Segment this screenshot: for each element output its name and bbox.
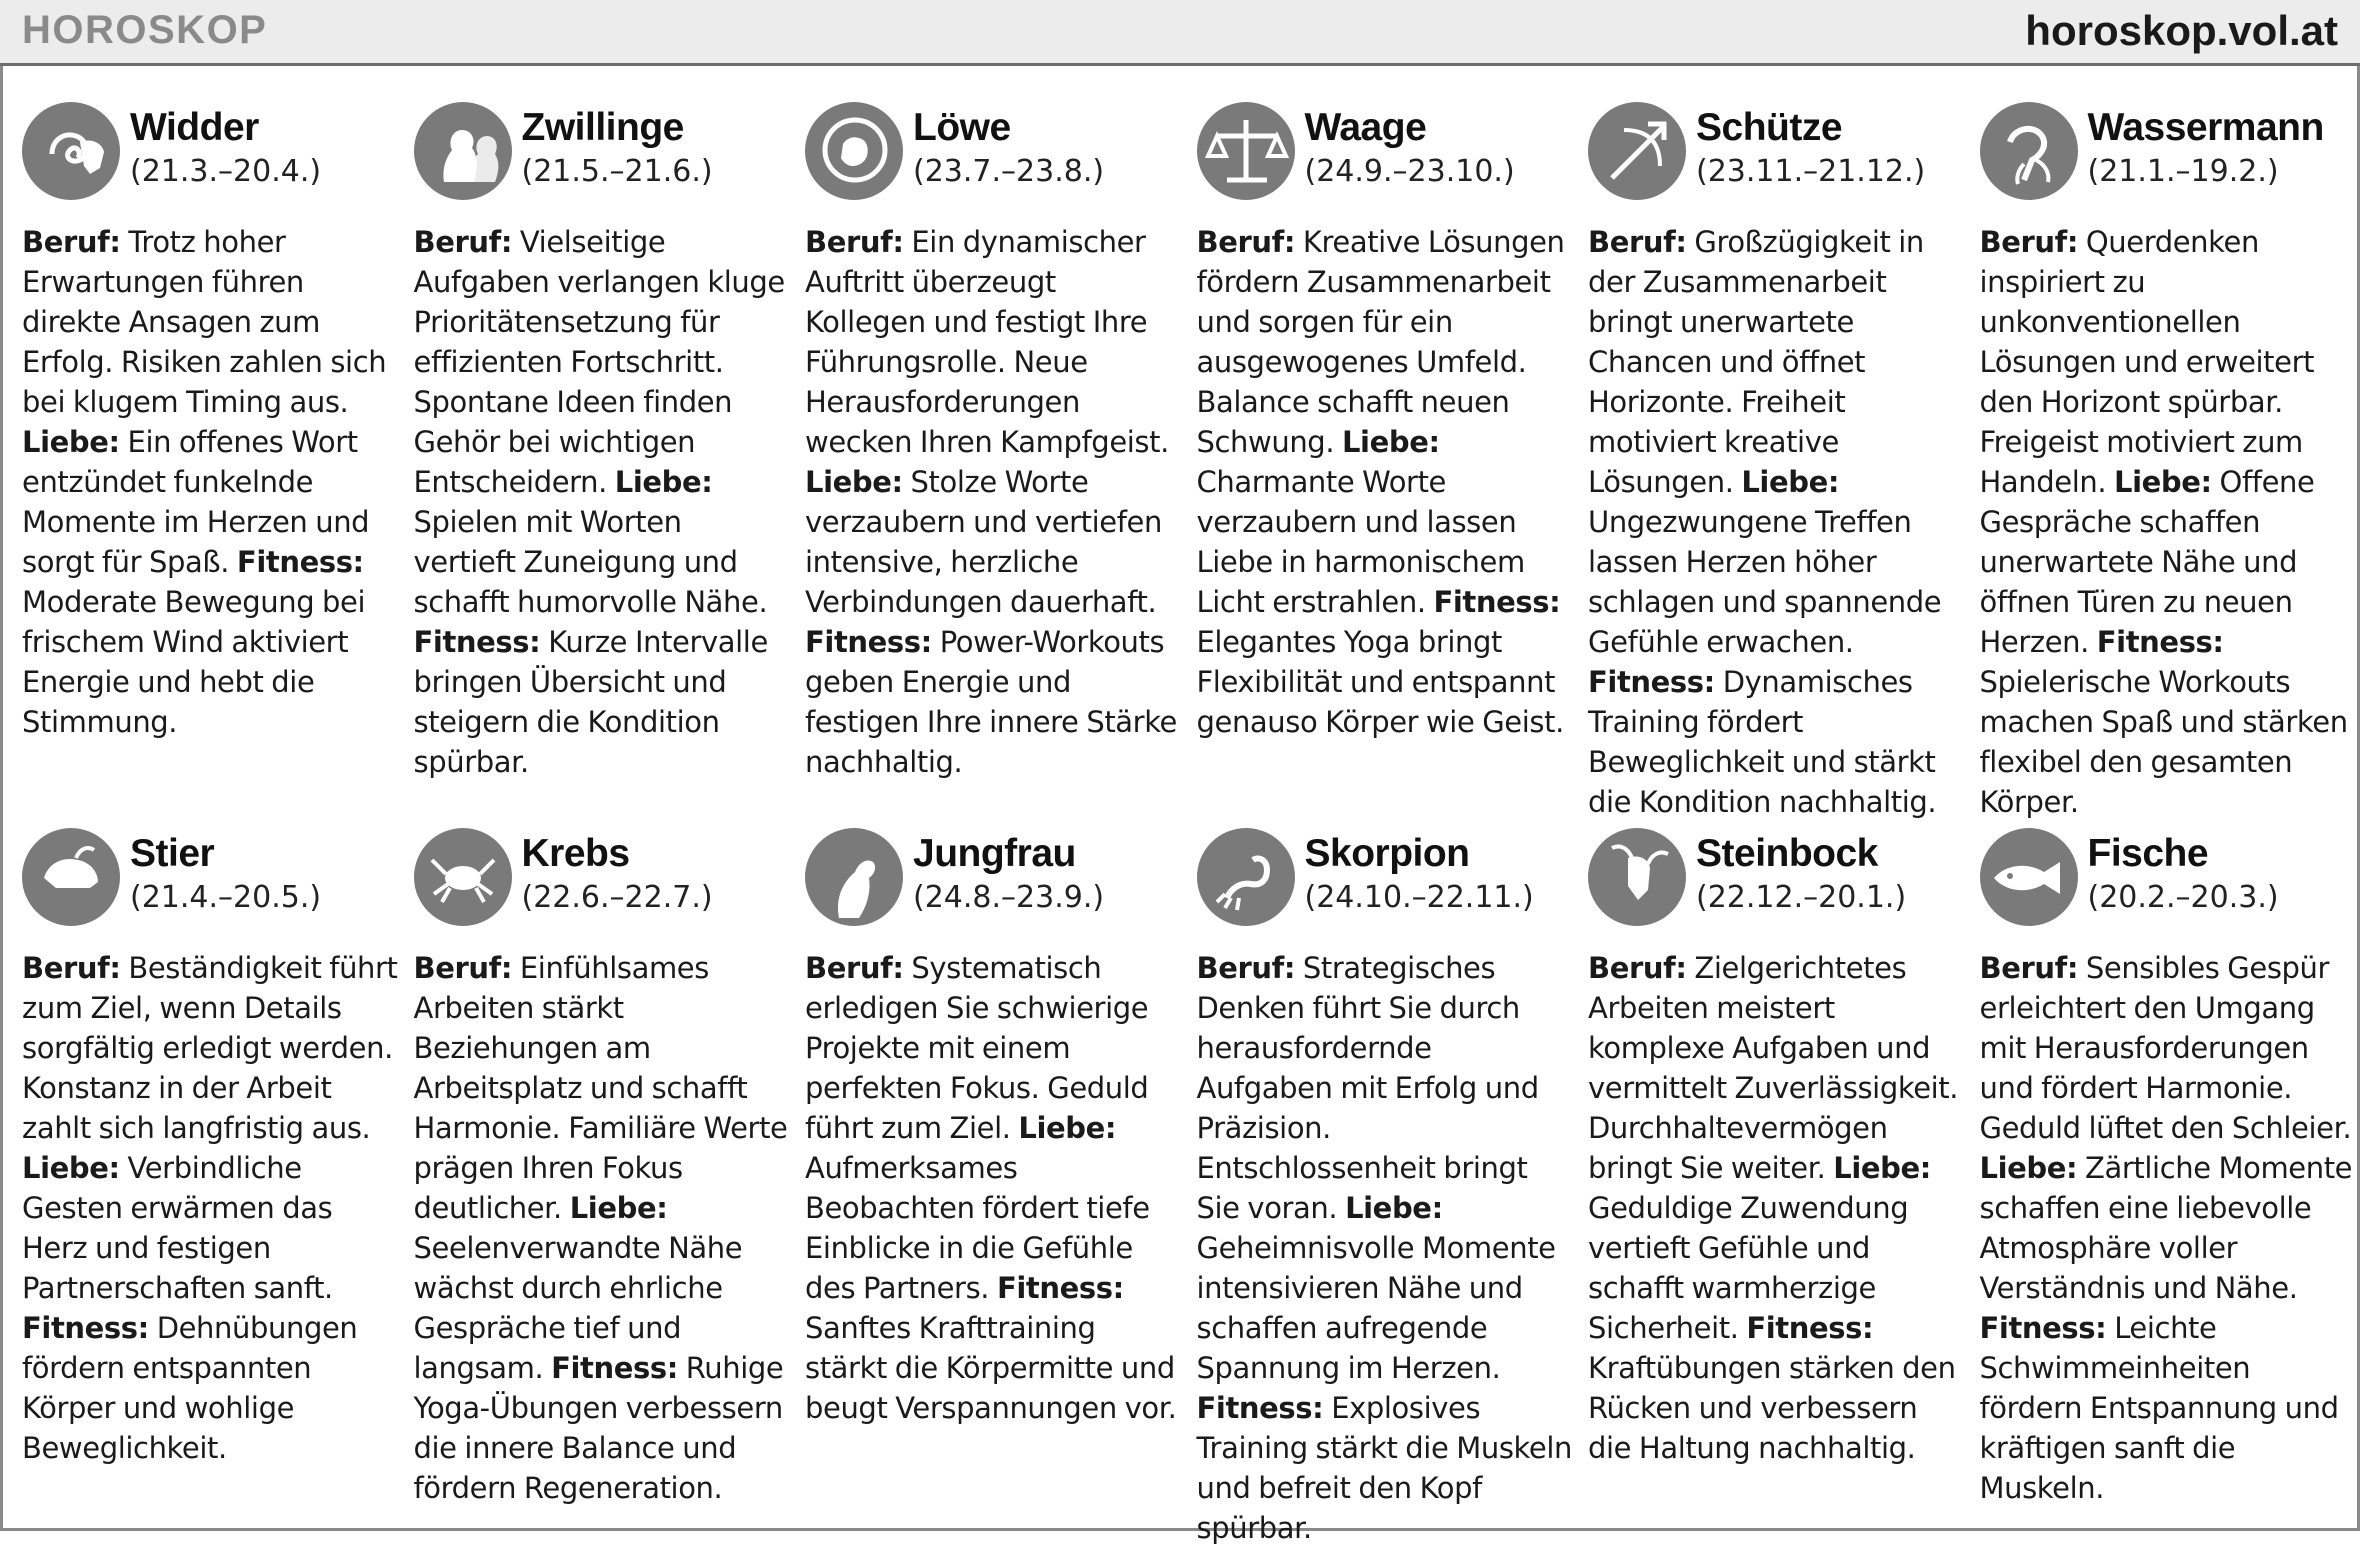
sign-name: Fische bbox=[2088, 832, 2209, 876]
sign-forecast bbox=[414, 948, 792, 1508]
label-liebe: Liebe: bbox=[615, 465, 713, 499]
sign-krebs bbox=[414, 828, 806, 1528]
liebe-text: Spielen mit Worten vertieft Zuneigung und schafft humorvolle Nähe. bbox=[414, 505, 768, 619]
liebe-text: Ungezwungene Treffen lassen Herzen höher schlagen und spannende Gefühle erwachen. bbox=[1588, 505, 1941, 659]
sign-skorpion bbox=[1197, 828, 1589, 1528]
sign-header bbox=[1197, 828, 1589, 940]
sign-name: Jungfrau bbox=[913, 832, 1076, 876]
sign-dates: (21.1.–19.2.) bbox=[2088, 154, 2279, 190]
liebe-text: Offene Gespräche schaffen unerwartete Nähe und öffnen Türen zu neuen Herzen. bbox=[1980, 465, 2315, 659]
sign-zwillinge bbox=[414, 102, 806, 828]
fitness-text: Elegantes Yoga bringt Flexibilität und entspannt genauso Körper wie Geist. bbox=[1197, 625, 1564, 739]
fitness-text: Moderate Bewegung bei frischem Wind aktiviert Energie und hebt die Stimmung. bbox=[22, 585, 365, 739]
label-fitness: Fitness: bbox=[1980, 1311, 2107, 1345]
label-beruf: Beruf: bbox=[414, 951, 513, 985]
sign-header bbox=[805, 102, 1197, 214]
sign-header bbox=[1980, 828, 2360, 940]
sign-forecast bbox=[805, 948, 1183, 1428]
sign-header bbox=[1197, 102, 1589, 214]
liebe-text: Stolze Worte verzaubern und vertiefen intensive, herzliche Verbindungen dauerhaft. bbox=[805, 465, 1162, 619]
label-fitness: Fitness: bbox=[22, 1311, 149, 1345]
label-beruf: Beruf: bbox=[1588, 225, 1687, 259]
fitness-text: Dehnübungen fördern entspannten Körper und wohlige Beweglichkeit. bbox=[22, 1311, 357, 1465]
beruf-text: Querdenken inspiriert zu unkonventionellen Lösungen und erweitert den Horizont spürbar. Freigeist motiviert zum Handeln. bbox=[1980, 225, 2315, 499]
liebe-text: Aufmerksames Beobachten fördert tiefe Einblicke in die Gefühle des Partners. bbox=[805, 1151, 1150, 1305]
page-header bbox=[0, 0, 2360, 66]
label-fitness: Fitness: bbox=[1746, 1311, 1873, 1345]
label-liebe: Liebe: bbox=[1833, 1151, 1931, 1185]
horoscope-grid bbox=[22, 102, 2360, 1528]
label-fitness: Fitness: bbox=[997, 1271, 1124, 1305]
sign-dates: (24.8.–23.9.) bbox=[913, 880, 1104, 916]
beruf-text: Strategisches Denken führt Sie durch herausfordernde Aufgaben mit Erfolg und Präzision. Entschlossenheit bringt Sie voran. bbox=[1197, 951, 1539, 1225]
fitness-text: Leichte Schwimmeinheiten fördern Entspannung und kräftigen sanft die Muskeln. bbox=[1980, 1311, 2339, 1505]
label-beruf: Beruf: bbox=[1588, 951, 1687, 985]
fitness-text: Explosives Training stärkt die Muskeln und befreit den Kopf spürbar. bbox=[1197, 1391, 1572, 1545]
label-liebe: Liebe: bbox=[2114, 465, 2212, 499]
sign-schuetze bbox=[1588, 102, 1980, 828]
sign-name: Skorpion bbox=[1305, 832, 1470, 876]
sign-wassermann bbox=[1980, 102, 2360, 828]
label-beruf: Beruf: bbox=[414, 225, 513, 259]
beruf-text: Einfühlsames Arbeiten stärkt Beziehungen am Arbeitsplatz und schafft Harmonie. Familiäre Werte prägen Ihren Fokus deutlicher. bbox=[414, 951, 788, 1225]
fish-icon bbox=[1980, 828, 2078, 926]
sign-dates: (23.11.–21.12.) bbox=[1696, 154, 1925, 190]
liebe-text: Ein offenes Wort entzündet funkelnde Momente im Herzen und sorgt für Spaß. bbox=[22, 425, 369, 579]
sign-header bbox=[1588, 828, 1980, 940]
fitness-text: Kurze Intervalle bringen Übersicht und steigern die Kondition spürbar. bbox=[414, 625, 768, 779]
label-fitness: Fitness: bbox=[1588, 665, 1715, 699]
sign-name: Wassermann bbox=[2088, 106, 2324, 150]
sign-forecast bbox=[1980, 948, 2358, 1508]
liebe-text: Geheimnisvolle Momente intensivieren Nähe und schaffen aufregende Spannung im Herzen. bbox=[1197, 1231, 1556, 1385]
sign-header bbox=[1588, 102, 1980, 214]
fitness-text: Power-Workouts geben Energie und festigen Ihre innere Stärke nachhaltig. bbox=[805, 625, 1177, 779]
sign-forecast bbox=[1980, 222, 2358, 822]
label-beruf: Beruf: bbox=[1980, 225, 2079, 259]
beruf-text: Vielseitige Aufgaben verlangen kluge Prioritätensetzung für effizienten Fortschritt. Spontane Ideen finden Gehör bei wichtigen Entscheidern. bbox=[414, 225, 785, 499]
beruf-text: Ein dynamischer Auftritt überzeugt Kollegen und festigt Ihre Führungsrolle. Neue Herausforderungen wecken Ihren Kampfgeist. bbox=[805, 225, 1169, 459]
label-liebe: Liebe: bbox=[1345, 1191, 1443, 1225]
sign-header bbox=[414, 102, 806, 214]
virgin-icon bbox=[805, 828, 903, 926]
beruf-text: Großzügigkeit in der Zusammenarbeit bringt unerwartete Chancen und öffnet Horizonte. Freiheit motiviert kreative Lösungen. bbox=[1588, 225, 1924, 499]
sign-dates: (24.9.–23.10.) bbox=[1305, 154, 1515, 190]
sign-forecast bbox=[1197, 948, 1575, 1548]
sign-dates: (21.3.–20.4.) bbox=[130, 154, 321, 190]
sign-forecast bbox=[1588, 948, 1966, 1468]
sign-header bbox=[805, 828, 1197, 940]
label-liebe: Liebe: bbox=[1018, 1111, 1116, 1145]
label-beruf: Beruf: bbox=[1197, 225, 1296, 259]
sign-dates: (21.4.–20.5.) bbox=[130, 880, 321, 916]
sign-forecast bbox=[22, 948, 400, 1468]
label-liebe: Liebe: bbox=[1980, 1151, 2078, 1185]
sign-forecast bbox=[22, 222, 400, 742]
label-fitness: Fitness: bbox=[2097, 625, 2224, 659]
label-beruf: Beruf: bbox=[805, 225, 904, 259]
goat-icon bbox=[1588, 828, 1686, 926]
liebe-text: Verbindliche Gesten erwärmen das Herz und festigen Partnerschaften sanft. bbox=[22, 1151, 333, 1305]
label-fitness: Fitness: bbox=[237, 545, 364, 579]
twins-icon bbox=[414, 102, 512, 200]
fitness-text: Kraftübungen stärken den Rücken und verbessern die Haltung nachhaltig. bbox=[1588, 1351, 1956, 1465]
sign-name: Waage bbox=[1305, 106, 1427, 150]
sign-loewe bbox=[805, 102, 1197, 828]
sign-dates: (22.6.–22.7.) bbox=[522, 880, 713, 916]
liebe-text: Seelenverwandte Nähe wächst durch ehrliche Gespräche tief und langsam. bbox=[414, 1231, 743, 1385]
label-fitness: Fitness: bbox=[1433, 585, 1560, 619]
sign-dates: (20.2.–20.3.) bbox=[2088, 880, 2279, 916]
fitness-text: Ruhige Yoga-Übungen verbessern die innere Balance und fördern Regeneration. bbox=[414, 1351, 784, 1505]
sign-forecast bbox=[1197, 222, 1575, 742]
sign-widder bbox=[22, 102, 414, 828]
label-liebe: Liebe: bbox=[805, 465, 903, 499]
sign-jungfrau bbox=[805, 828, 1197, 1528]
label-beruf: Beruf: bbox=[1197, 951, 1296, 985]
sign-dates: (22.12.–20.1.) bbox=[1696, 880, 1906, 916]
sign-forecast bbox=[414, 222, 792, 782]
sign-name: Zwillinge bbox=[522, 106, 684, 150]
waterbearer-icon bbox=[1980, 102, 2078, 200]
beruf-text: Beständigkeit führt zum Ziel, wenn Details sorgfältig erledigt werden. Konstanz in der Arbeit zahlt sich langfristig aus. bbox=[22, 951, 398, 1145]
bull-icon bbox=[22, 828, 120, 926]
sign-name: Schütze bbox=[1696, 106, 1842, 150]
fitness-text: Sanftes Krafttraining stärkt die Körpermitte und beugt Verspannungen vor. bbox=[805, 1311, 1176, 1425]
beruf-text: Systematisch erledigen Sie schwierige Projekte mit einem perfekten Fokus. Geduld führt zum Ziel. bbox=[805, 951, 1148, 1145]
sign-stier bbox=[22, 828, 414, 1528]
sign-header bbox=[22, 102, 414, 214]
label-fitness: Fitness: bbox=[414, 625, 541, 659]
liebe-text: Charmante Worte verzaubern und lassen Liebe in harmonischem Licht erstrahlen. bbox=[1197, 465, 1525, 619]
ram-icon bbox=[22, 102, 120, 200]
sign-waage bbox=[1197, 102, 1589, 828]
archer-icon bbox=[1588, 102, 1686, 200]
beruf-text: Trotz hoher Erwartungen führen direkte Ansagen zum Erfolg. Risiken zahlen sich bei klugem Timing aus. bbox=[22, 225, 386, 419]
sign-header bbox=[1980, 102, 2360, 214]
fitness-text: Spielerische Workouts machen Spaß und stärken flexibel den gesamten Körper. bbox=[1980, 665, 2348, 819]
sign-forecast bbox=[805, 222, 1183, 782]
label-liebe: Liebe: bbox=[570, 1191, 668, 1225]
label-fitness: Fitness: bbox=[1197, 1391, 1324, 1425]
section-title: HOROSKOP bbox=[22, 8, 267, 53]
sign-header bbox=[414, 828, 806, 940]
label-liebe: Liebe: bbox=[22, 425, 120, 459]
source-url: horoskop.vol.at bbox=[2025, 7, 2338, 55]
beruf-text: Zielgerichtetes Arbeiten meistert komplexe Aufgaben und vermittelt Zuverlässigkeit. Durchhaltevermögen bringt Sie weiter. bbox=[1588, 951, 1958, 1185]
label-liebe: Liebe: bbox=[1741, 465, 1839, 499]
beruf-text: Sensibles Gespür erleichtert den Umgang mit Herausforderungen und fördert Harmonie. Geduld lüftet den Schleier. bbox=[1980, 951, 2352, 1145]
sign-name: Stier bbox=[130, 832, 214, 876]
label-beruf: Beruf: bbox=[1980, 951, 2079, 985]
label-beruf: Beruf: bbox=[22, 225, 121, 259]
sign-name: Löwe bbox=[913, 106, 1011, 150]
label-fitness: Fitness: bbox=[805, 625, 932, 659]
sign-forecast bbox=[1588, 222, 1966, 822]
scales-icon bbox=[1197, 102, 1295, 200]
sign-name: Widder bbox=[130, 106, 259, 150]
sign-fische bbox=[1980, 828, 2360, 1528]
sign-dates: (24.10.–22.11.) bbox=[1305, 880, 1534, 916]
sign-name: Steinbock bbox=[1696, 832, 1878, 876]
sign-steinbock bbox=[1588, 828, 1980, 1528]
label-beruf: Beruf: bbox=[22, 951, 121, 985]
sign-header bbox=[22, 828, 414, 940]
sign-name: Krebs bbox=[522, 832, 630, 876]
sign-dates: (23.7.–23.8.) bbox=[913, 154, 1104, 190]
lion-icon bbox=[805, 102, 903, 200]
sign-dates: (21.5.–21.6.) bbox=[522, 154, 713, 190]
label-liebe: Liebe: bbox=[22, 1151, 120, 1185]
beruf-text: Kreative Lösungen fördern Zusammenarbeit und sorgen für ein ausgewogenes Umfeld. Balance schafft neuen Schwung. bbox=[1197, 225, 1565, 459]
scorpion-icon bbox=[1197, 828, 1295, 926]
label-beruf: Beruf: bbox=[805, 951, 904, 985]
label-liebe: Liebe: bbox=[1342, 425, 1440, 459]
liebe-text: Geduldige Zuwendung vertieft Gefühle und schafft warmherzige Sicherheit. bbox=[1588, 1191, 1908, 1345]
fitness-text: Dynamisches Training fördert Beweglichkeit und stärkt die Kondition nachhaltig. bbox=[1588, 665, 1936, 819]
liebe-text: Zärtliche Momente schaffen eine liebevolle Atmosphäre voller Verständnis und Nähe. bbox=[1980, 1151, 2353, 1305]
crab-icon bbox=[414, 828, 512, 926]
label-fitness: Fitness: bbox=[551, 1351, 678, 1385]
